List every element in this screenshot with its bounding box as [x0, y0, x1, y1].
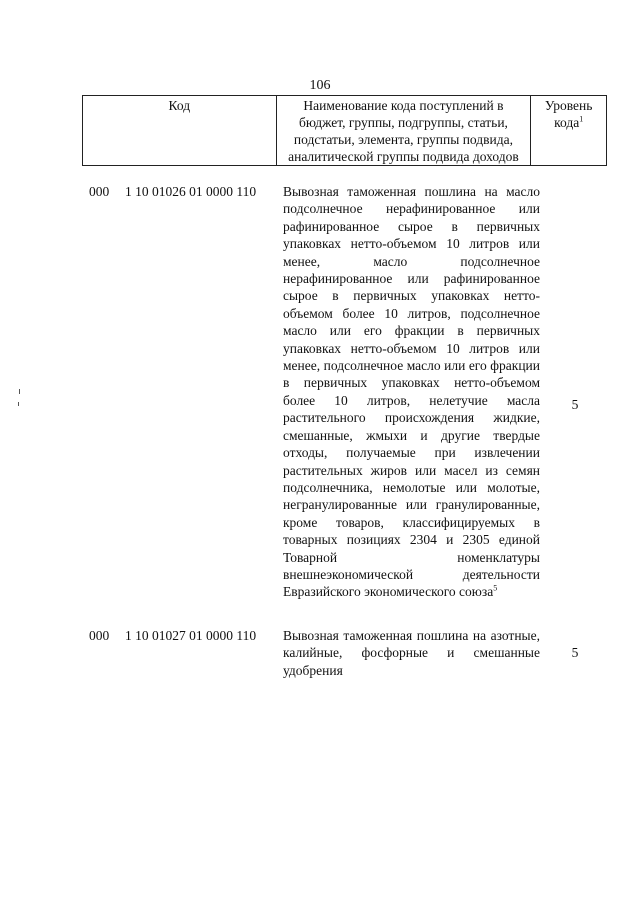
- header-level-label: Уровень кода: [544, 98, 593, 130]
- income-name: Вывозная таможенная пошлина на масло подсолнечное нерафинированное или рафинированное сырое в первичных упаковках нетто-объемом 10 литров или менее, масло подсолнечное нерафинированное или рафинированное сырое в первичных упаковках нетто-объемом более 10 литров, подсолнечное масло или его фракции в первичных упаковках нетто-объемом 10 литров или менее, подсолнечное масло или его фракции в первичных упаковках нетто-объемом более 10 литров, нелетучие масла растительного происхождения жидкие, смешанные, жмыхи и другие твердые отходы, получаемые при извлечении растительных жиров или масел из семян подсолнечника, немолотые или молотые, негранулированные или гранулированные, кроме товаров, классифицируемых в товарных позициях 2304 и 2305 единой Товарной номенклатуры внешнеэкономической деятельности Евразийского экономического союза$^5$: [283, 184, 540, 600]
- admin-code: 000: [89, 628, 110, 643]
- scan-speck: [18, 402, 19, 406]
- header-table: [82, 95, 607, 166]
- scan-speck: [19, 389, 20, 394]
- header-level-footnote: 1: [579, 114, 584, 124]
- admin-code: 000: [89, 184, 110, 199]
- header-level: [531, 96, 607, 166]
- table-row: [0, 183, 640, 638]
- income-code: 1 10 01026 01 0000 110: [125, 184, 257, 199]
- code-level: 5: [571, 645, 579, 660]
- code-level: 5: [571, 397, 579, 412]
- income-code: 1 10 01027 01 0000 110: [125, 628, 257, 643]
- table-row: [0, 627, 640, 682]
- income-name: Вывозная таможенная пошлина на азотные, калийные, фосфорные и смешанные удобрения: [283, 628, 540, 678]
- page-number: 106: [309, 78, 331, 93]
- header-name: Наименование кода поступлений в бюджет, группы, подгруппы, статьи, подстатьи, элемента, группы подвида, аналитической группы подвида доходов: [276, 96, 531, 166]
- header-code: Код: [83, 96, 277, 166]
- footnote-mark: 5: [493, 583, 498, 593]
